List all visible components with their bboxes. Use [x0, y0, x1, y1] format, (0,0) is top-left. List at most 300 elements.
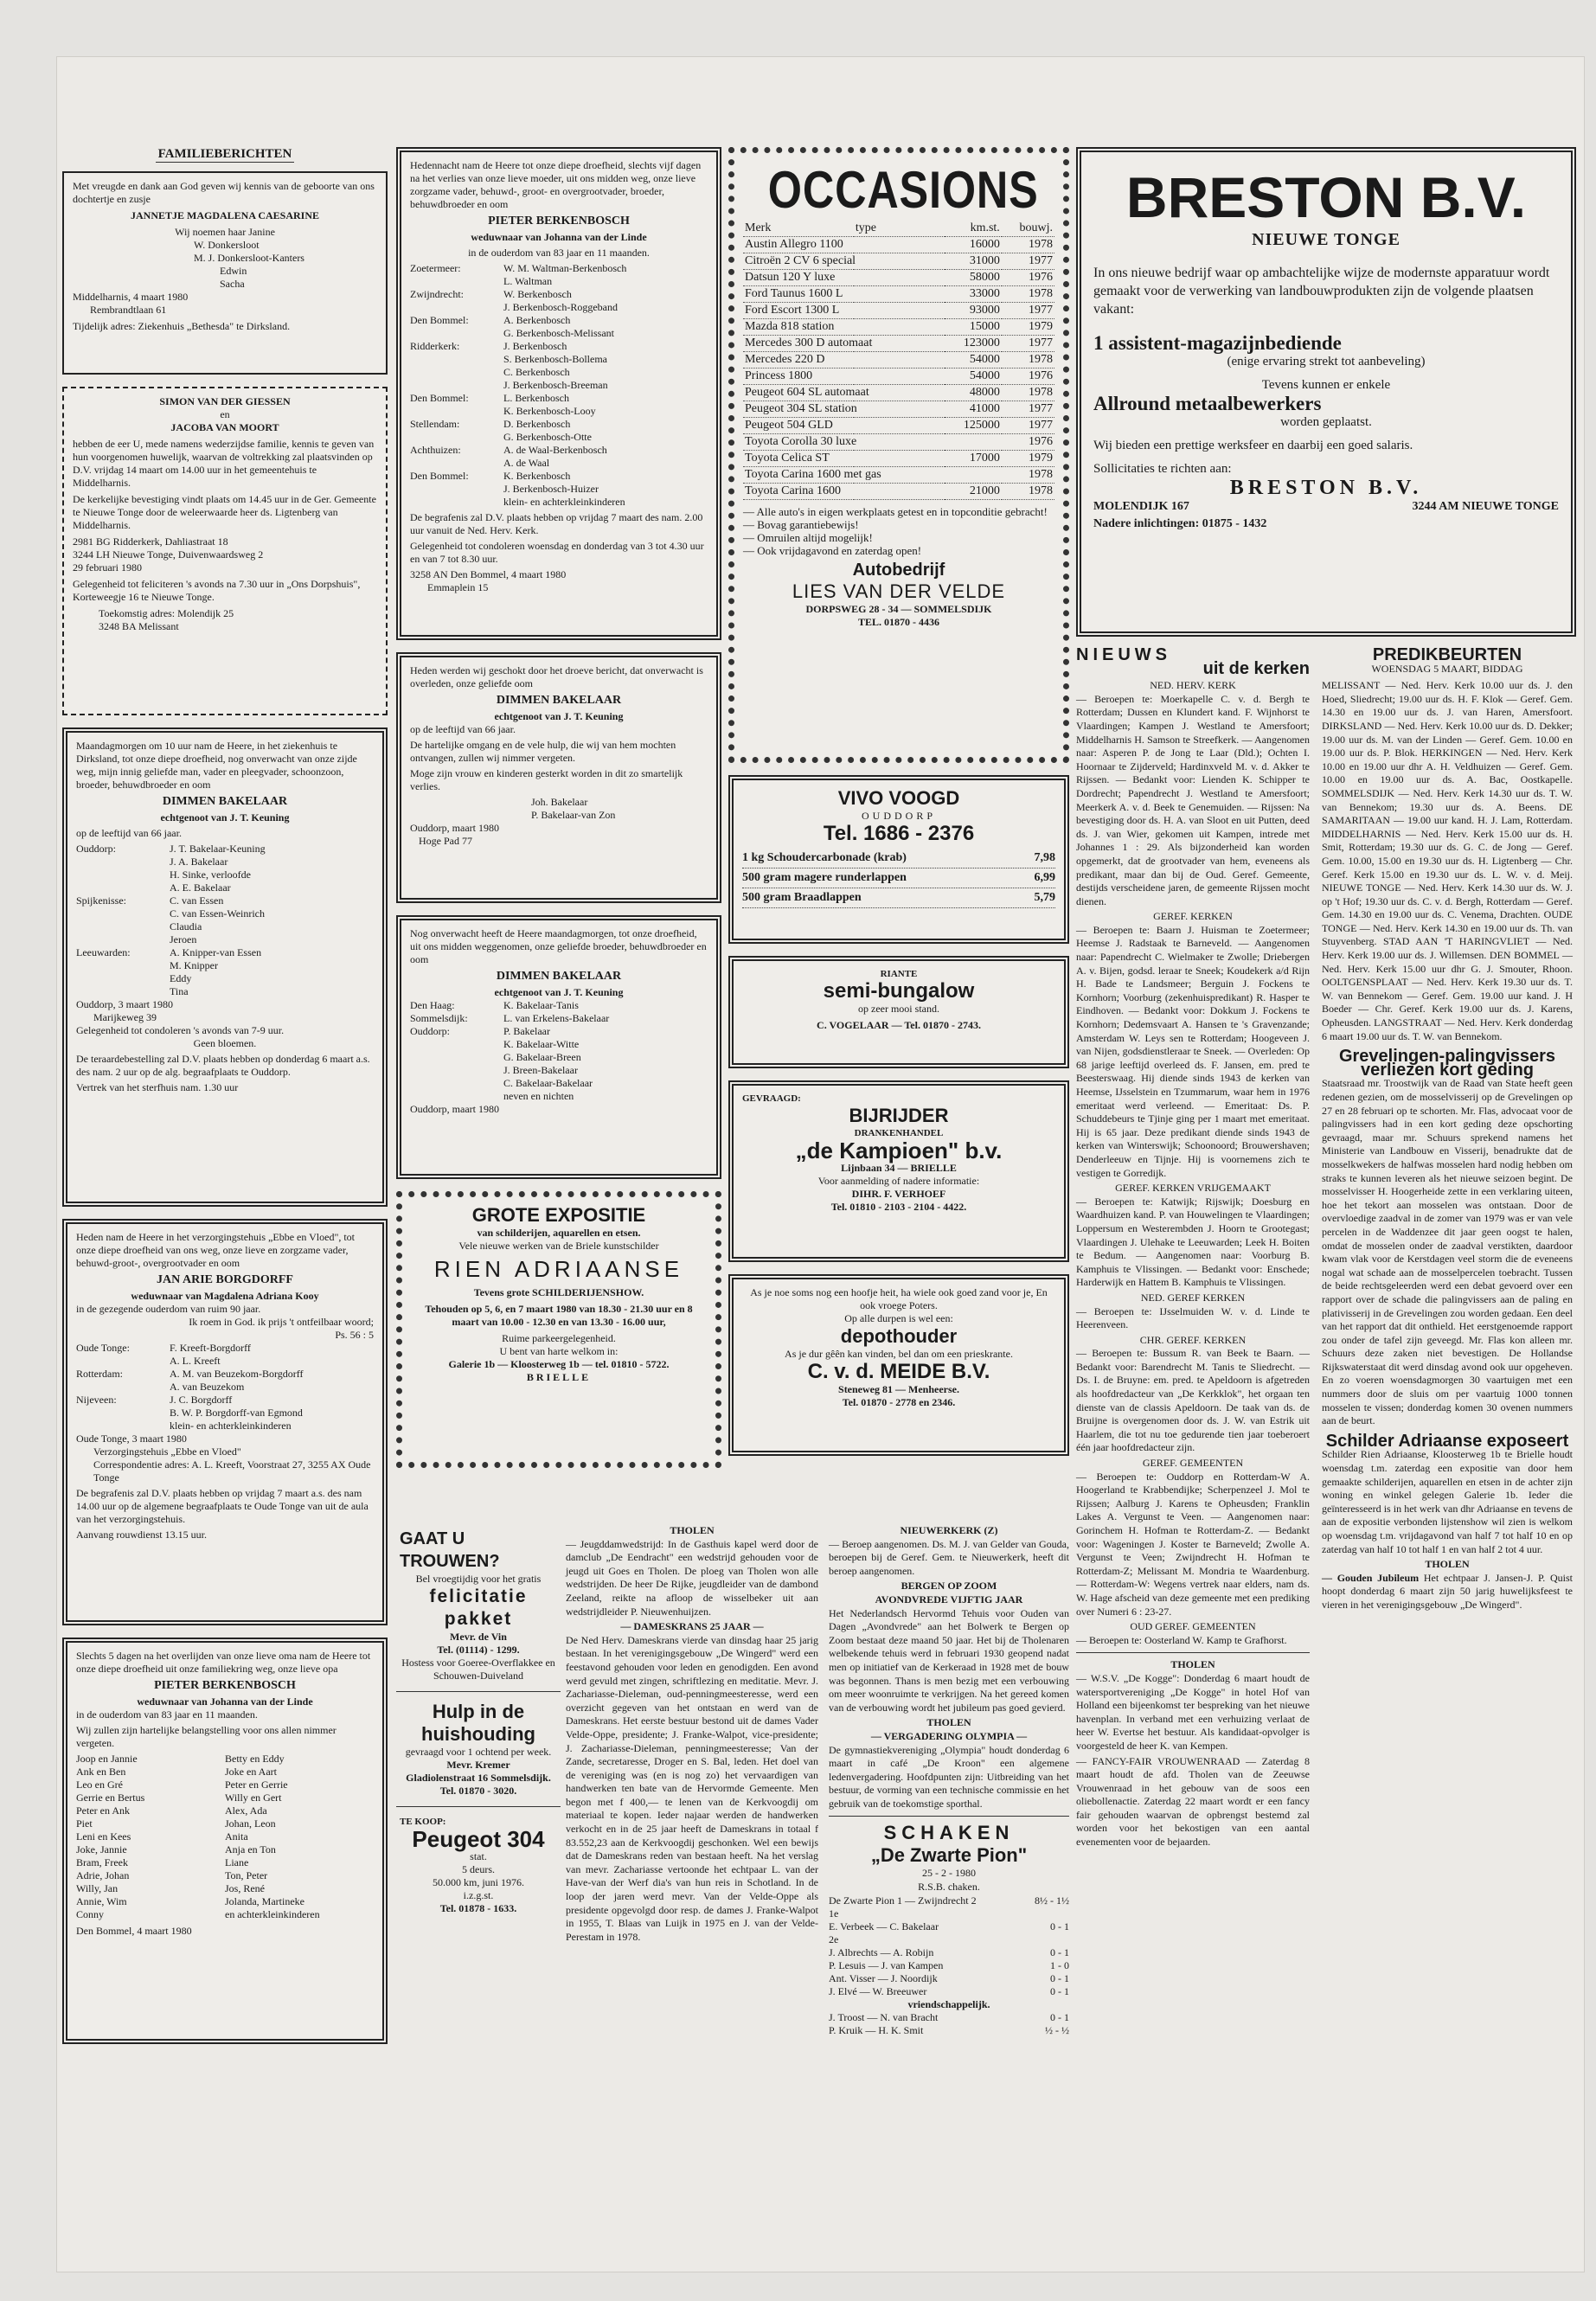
- game-row: [829, 1920, 1069, 1933]
- car-year: 1978: [1002, 467, 1054, 484]
- occasion-note: — Omruilen altijd mogelijk!: [743, 531, 873, 544]
- relative-place: [410, 483, 503, 496]
- game-result: 0 - 1: [1050, 2011, 1069, 2024]
- church-section: OUD GEREF. GEMEENTEN: [1130, 1620, 1256, 1633]
- schaken-date: 25 - 2 - 1980: [922, 1867, 976, 1880]
- relative-row: [410, 275, 708, 288]
- article-heading: THOLEN: [926, 1716, 971, 1729]
- deceased-spouse: weduwnaar van Johanna van der Linde: [137, 1695, 313, 1708]
- relative-row: [410, 418, 708, 431]
- church-section: GEREF. KERKEN: [1153, 910, 1233, 923]
- obituary-bakelaar-nephew: [396, 652, 721, 903]
- article-text: De gymnastiekvereniging „Olympia" houdt donderdag 6 maart in café „De Kroon" een algemene ledenvergadering. Hoofdpunten zijn: Uitbreiding van het bestuur, de vorming van een technische commissie en het gebruik van de toekomstige sporthal.: [829, 1743, 1069, 1810]
- occasions-ad: [728, 147, 1069, 763]
- wedding-en: en: [220, 408, 230, 420]
- deceased-age: in de ouderdom van 83 jaar en 11 maanden.: [76, 1708, 258, 1721]
- vivo-voogd-ad: [728, 775, 1069, 944]
- kampioen-address: Lijnbaan 34 — BRIELLE: [841, 1162, 957, 1174]
- expositie-tevens: Tevens grote SCHILDERIJENSHOW.: [473, 1286, 644, 1298]
- kampioen-sub: DRANKENHANDEL: [854, 1128, 944, 1138]
- predikbeurten-date: WOENSDAG 5 MAART, BIDDAG: [1371, 662, 1523, 675]
- price-value: 6,99: [1034, 871, 1055, 884]
- relative-row: [76, 894, 374, 907]
- match-title-2: vriendschappelijk.: [907, 1997, 990, 2010]
- col-header: Merk: [743, 221, 854, 237]
- occasion-row: [743, 352, 1054, 369]
- obituary-intro: Hedennacht nam de Heere tot onze diepe droefheid, slechts vijf dagen na het verlies van onze lieve moeder, uit ons midden weg, onze lieve zorgzame vader, behuwd-, groot- en overgrootvader, broeder, behuwdbroeder en oom: [410, 159, 702, 210]
- church-section: GEREF. KERKEN VRIJGEMAAKT: [1115, 1182, 1271, 1195]
- occasions-title: OCCASIONS: [767, 161, 1039, 219]
- grote-expositie-ad: [396, 1191, 721, 1468]
- grandchild-row: [76, 1766, 374, 1779]
- car-km: [945, 434, 1002, 451]
- obituary-intro: Slechts 5 dagen na het overlijden van onze lieve oma nam de Heere tot onze diepe droefheid uit onze familiekring weg, onze lieve opa: [76, 1650, 371, 1675]
- grandchild-row: [76, 1869, 374, 1882]
- deceased-name: JAN ARIE BORGDORFF: [157, 1273, 293, 1286]
- article-subheading: AVONDVREDE VIJFTIG JAAR: [875, 1593, 1023, 1606]
- obituary-intro: Heden werden wij geschokt door het droeve bericht, dat onverwacht is overleden, onze geliefde oom: [410, 664, 703, 689]
- deceased-name: DIMMEN BAKELAAR: [496, 970, 622, 983]
- col-header: bouwj.: [1002, 221, 1054, 237]
- relative-row: [410, 1090, 708, 1103]
- home-name: Verzorgingstehuis „Ebbe en Vloed": [93, 1445, 241, 1458]
- relative-name: C. Berkenbosch: [503, 366, 570, 378]
- car-km: 16000: [945, 237, 1002, 253]
- peugeot-label: TE KOOP:: [400, 1817, 446, 1827]
- col-header: km.st.: [945, 221, 1002, 237]
- relative-place: Den Bommel:: [410, 470, 469, 482]
- relative-place: [76, 1420, 170, 1433]
- obituary-text: De hartelijke omgang en de vele hulp, die wij van hem mochten ontvangen, zullen wij nimmer vergeten.: [410, 739, 676, 764]
- car-model: Datsun 120 Y luxe: [743, 270, 945, 286]
- occasion-row: [743, 434, 1054, 451]
- grandchild-row: [76, 1753, 374, 1766]
- game-players: 1e: [829, 1907, 839, 1920]
- car-km: 125000: [945, 418, 1002, 434]
- grandchild-row: [76, 1817, 374, 1830]
- relative-place: [410, 431, 503, 444]
- peugeot-model: Peugeot 304: [412, 1826, 545, 1852]
- game-row: [829, 1907, 1069, 1920]
- deceased-age: in de gezegende ouderdom van ruim 90 jaar.: [76, 1303, 261, 1315]
- relative-row: [76, 1355, 374, 1368]
- relative-name: L. van Erkelens-Bakelaar: [503, 1012, 610, 1024]
- obituary-place: Ouddorp, maart 1980: [410, 1103, 499, 1115]
- occasion-row: [743, 451, 1054, 467]
- col-header: type: [854, 221, 945, 237]
- relative-name: F. Kreeft-Borgdorff: [170, 1342, 251, 1354]
- huishouding-ad: [396, 1697, 561, 1801]
- wedding-reception: Gelegenheid tot feliciteren 's avonds na 7.30 uur in „Ons Dorpshuis", Korteweegje 16 te Nieuwe Tonge.: [73, 578, 361, 603]
- relative-name: klein- en achterkleinkinderen: [170, 1420, 292, 1432]
- relative-row: [410, 392, 708, 405]
- relatives-list: [410, 999, 708, 1103]
- church-section: NED. GEREF KERKEN: [1140, 1291, 1246, 1304]
- relative-place: [76, 972, 170, 985]
- deceased-spouse: weduwnaar van Magdalena Adriana Kooy: [131, 1290, 319, 1302]
- article-text: — Beroep aangenomen. Ds. M. J. van Gelder van Gouda, beroepen bij de Geref. Gem. te Nieuwerkerk, heeft dit beroep aangenomen.: [829, 1537, 1069, 1577]
- price-row: [742, 849, 1055, 868]
- relative-name: A. Berkenbosch: [503, 314, 571, 326]
- deceased-age: op de leeftijd van 66 jaar.: [410, 723, 516, 735]
- trouwen-org: Hostess voor Goeree-Overflakkee en Schouwen-Duiveland: [401, 1657, 555, 1682]
- peugeot-ad: [396, 1812, 561, 1919]
- relative-row: [410, 353, 708, 366]
- relative-row: [410, 457, 708, 470]
- car-km: 41000: [945, 401, 1002, 418]
- car-km: 15000: [945, 319, 1002, 336]
- job-2-note: worden geplaatst.: [1280, 415, 1372, 429]
- grandchild-name: Willy en Gert: [225, 1791, 282, 1804]
- occasion-row: [743, 253, 1054, 270]
- relative-name: C. van Essen-Weinrich: [170, 907, 266, 920]
- car-km: 21000: [945, 484, 1002, 500]
- peugeot-detail: stat.: [470, 1850, 487, 1862]
- car-year: 1977: [1002, 303, 1054, 319]
- church-text: — Beroepen te: Ouddorp en Rotterdam-W A. Hoogerland te Krabbendijke; Scherpenzeel J. Mol te Rijssen; Aalburg J. Karens te Opheusden; Franklin Lakes A. Vergunst te Veen. — Aangenomen naar: Gorinchem H. Hofman te Rotterdam-Z. — Bedankt voor: Wageningen J. Koster te Barneveld; Zwolle A. Vergunst te Veen; Zwijndrecht H. Hofman te Rotterdam-Z; Melissant M. Mondria te Waardenburg. — Rotterdam-W: Wegens vertrek naar elders, nam ds. W. Hage afscheid van deze gemeente met een prediking over Numeri 6 : 23-27.: [1076, 1470, 1310, 1618]
- relative-place: [410, 353, 503, 366]
- schaken-sub: „De Zwarte Pion": [870, 1844, 1028, 1867]
- church-text: — Beroepen te: IJsselmuiden W. v. d. Linde te Heerenveen.: [1076, 1304, 1310, 1331]
- game-result: 0 - 1: [1050, 1945, 1069, 1958]
- car-year: 1977: [1002, 401, 1054, 418]
- relative-place: Rotterdam:: [76, 1368, 123, 1380]
- occasion-row: [743, 401, 1054, 418]
- obituary-funeral: De begrafenis zal D.V. plaats hebben op vrijdag 7 maart a.s. des nam 14.00 uur op de algemene begraafplaats te Oude Tonge van uit de aula van het verzorgingstehuis.: [76, 1487, 369, 1525]
- huishouding-address: Gladiolenstraat 16 Sommelsdijk.: [406, 1772, 551, 1784]
- bungalow-ad: [728, 956, 1069, 1068]
- obituary-place: Ouddorp, maart 1980: [410, 822, 499, 834]
- obituary-place: Oude Tonge, 3 maart 1980: [76, 1433, 187, 1445]
- relative-place: [410, 366, 503, 379]
- car-year: 1977: [1002, 336, 1054, 352]
- bungalow-text: op zeer mooi stand.: [858, 1003, 939, 1015]
- game-row: [829, 1946, 1069, 1959]
- game-result: 0 - 1: [1050, 1984, 1069, 1997]
- news-row: [1076, 645, 1576, 1851]
- no-flowers: Geen bloemen.: [193, 1037, 257, 1049]
- relative-place: Ridderkerk:: [410, 340, 460, 352]
- birth-intro: Met vreugde en dank aan God geven wij kennis van de geboorte van ons dochtertje en zusje: [73, 180, 375, 205]
- car-year: 1978: [1002, 237, 1054, 253]
- relative-name: klein- en achterkleinkinderen: [503, 496, 625, 508]
- relative-place: Den Haag:: [410, 999, 455, 1011]
- relative-row: [76, 907, 374, 920]
- deceased-spouse: echtgenoot van J. T. Keuning: [494, 986, 624, 998]
- meide-address: Steneweg 81 — Menheerse.: [838, 1383, 959, 1395]
- relative-place: [410, 496, 503, 509]
- meide-ad: [728, 1274, 1069, 1456]
- relative-name: G. Bakelaar-Breen: [503, 1051, 581, 1063]
- relative-row: [410, 483, 708, 496]
- car-model: Peugeot 504 GLD: [743, 418, 945, 434]
- car-year: 1977: [1002, 253, 1054, 270]
- grandchild-name: Liane: [225, 1856, 249, 1868]
- article-nieuwerkerk: [829, 1524, 1069, 2037]
- occasion-row: [743, 467, 1054, 484]
- match-score: 8½ - 1½: [1035, 1894, 1069, 1907]
- game-row: [829, 1985, 1069, 1998]
- article-text: Het Nederlandsch Hervormd Tehuis voor Ouden van Dagen „Avondvrede" aan het Bolwerk te Bergen op Zoom bestaat deze maand 50 jaar. Het bij de Tholenaren welbekende tehuis werd in februari 1930 geopend nadat men op initiatief van de Kerkeraad in 1928 met de bouw was begonnen. Thans is men bezig met een verbouwing om meer woonruimte te verkrijgen. Na het gereed komen van de verbouwing wordt het jubileum pas goed gevierd.: [829, 1606, 1069, 1714]
- grandchild-name: Joke, Jannie: [76, 1843, 127, 1856]
- kerken-subtitle: uit de kerken: [1202, 658, 1310, 678]
- relative-place: Oude Tonge:: [76, 1342, 130, 1354]
- family-column-right: [396, 147, 721, 1480]
- price-item: 500 gram Braadlappen: [742, 891, 862, 904]
- games-list: [829, 1907, 1069, 1998]
- verse-ref: Ps. 56 : 5: [335, 1329, 374, 1341]
- church-section: GEREF. GEMEENTEN: [1142, 1457, 1244, 1470]
- relative-place: [410, 1051, 503, 1064]
- gallery-address: Galerie 1b — Kloosterweg 1b — tel. 01810 - 5722.: [448, 1358, 670, 1370]
- relative-place: [76, 933, 170, 946]
- small-ads-column: [396, 1524, 561, 1919]
- bungalow-label: RIANTE: [880, 969, 918, 979]
- gallery-town: BRIELLE: [526, 1371, 592, 1383]
- obituary-place: Ouddorp, 3 maart 1980: [76, 998, 173, 1010]
- article-heading: THOLEN: [670, 1524, 715, 1536]
- wedding-announcement: [62, 387, 388, 715]
- relative-name: W. M. Waltman-Berkenbosch: [503, 262, 627, 274]
- relative-row: [76, 946, 374, 959]
- grandchild-name: Piet: [76, 1817, 93, 1830]
- wedding-text: hebben de eer U, mede namens wederzijdse familie, kennis te geven van hun voorgenomen huwelijk, waarvan de voltrekking zal plaatsvinden op D.V. vrijdag 14 maart om 14.00 uur in het gemeentehuis te Middelharnis.: [73, 438, 375, 489]
- deceased-name: DIMMEN BAKELAAR: [162, 795, 288, 808]
- future-address: Toekomstig adres: Molendijk 25: [99, 607, 234, 619]
- relative-row: [76, 1420, 374, 1433]
- relative-place: Stellendam:: [410, 418, 460, 430]
- deceased-name: PIETER BERKENBOSCH: [488, 215, 630, 228]
- relatives-list: [410, 262, 708, 509]
- occasion-row: [743, 303, 1054, 319]
- car-model: Citroën 2 CV 6 special: [743, 253, 945, 270]
- relative-place: Den Bommel:: [410, 392, 469, 404]
- vivo-tel: Tel. 1686 - 2376: [823, 822, 975, 845]
- game-result: 1 - 0: [1050, 1958, 1069, 1971]
- car-year: 1978: [1002, 385, 1054, 401]
- relative-name: P. Bakelaar: [503, 1025, 550, 1037]
- car-model: Mercedes 220 D: [743, 352, 945, 369]
- occasion-row: [743, 418, 1054, 434]
- relative-row: [76, 933, 374, 946]
- relative-place: [76, 881, 170, 894]
- parent-name: M. J. Donkersloot-Kanters: [194, 252, 304, 264]
- obituary-bakelaar-family: [62, 727, 388, 1207]
- article-text: Het echtpaar J. Jansen-J. P. Quist hoopt donderdag 6 maart zijn 50 jarig huwelijksfeest te vieren in het verenigingsgebouw „De Wingerd".: [1322, 1571, 1573, 1611]
- breston-intro: In ons nieuwe bedrijf waar op ambachtelijke wijze de modernste apparatuur wordt gemaakt voor de verwerking van landbouwprodukten zijn de volgende plaatsen vakant:: [1093, 266, 1550, 317]
- grandchild-name: Leo en Gré: [76, 1779, 123, 1791]
- occasions-notes: [743, 505, 1054, 557]
- relative-name: S. Berkenbosch-Bollema: [503, 353, 607, 365]
- schaken-title: SCHAKEN: [883, 1822, 1015, 1844]
- relative-place: [410, 301, 503, 314]
- breston-info: Nadere inlichtingen: 01875 - 1432: [1093, 517, 1267, 530]
- relative-name: K. Bakelaar-Witte: [503, 1038, 580, 1050]
- wedding-address-2: 3244 LH Nieuwe Tonge, Duivenwaardsweg 2: [73, 548, 264, 561]
- future-address-2: 3248 BA Melissant: [99, 620, 179, 632]
- thanks-text: Wij zullen zijn hartelijke belangstelling voor ons allen nimmer vergeten.: [76, 1724, 337, 1749]
- relatives-list: [76, 1342, 374, 1433]
- relative-place: [410, 275, 503, 288]
- relative-name: J. A. Bakelaar: [170, 856, 228, 868]
- relative-row: [410, 340, 708, 353]
- relative-row: [76, 843, 374, 856]
- peugeot-detail: i.z.g.st.: [463, 1889, 494, 1901]
- article-subheading: — DAMESKRANS 25 JAAR —: [620, 1620, 764, 1633]
- car-year: 1978: [1002, 484, 1054, 500]
- relative-row: [76, 1342, 374, 1355]
- relative-name: J. Berkenbosch-Roggeband: [503, 301, 618, 313]
- relative-name: L. Waltman: [503, 275, 553, 287]
- car-year: 1978: [1002, 352, 1054, 369]
- schilder-title: Schilder Adriaanse exposeert: [1325, 1431, 1569, 1451]
- grandchild-name: Annie, Wim: [76, 1895, 127, 1907]
- grandchild-name: Peter en Gerrie: [225, 1779, 288, 1791]
- grandchild-name: Johan, Leon: [225, 1817, 276, 1830]
- expositie-welcome: U bent van harte welkom in:: [499, 1345, 619, 1357]
- schaken-club: R.S.B. chaken.: [918, 1881, 980, 1894]
- article-text: De Ned Herv. Dameskrans vierde van dinsdag haar 25 jarig bestaan. In het verenigingsgebouw „De Wingerd" werd een feestavond gehouden voor leden en genodigden. Een avond werd gevuld met zingen, schriftlezing en meditatie. Mevr. J. Zachariasse-Dieleman, oud-penningmeesteresse, werd een overzicht gegeven van het ontstaan en werd van de Dameskrans. Het eerste bestuur bestond uit de dames Vader Velde-Oppe, presidente; J. Franke-Walpot, vice-presidente; J. Zachariasse-Dieleman, penningmeesteresse; Van der Zande, secretaresse, Droger en S. Bal, leden. Het doel van de vereniging was (en is nog zo) het vervaardigen van handwerken ten bate van de Hervormde Gemeente. Men begon met f 400,— te lenen van de Kerkvoogdij om materiaal te kopen. Ieder najaar werden de handwerken verkocht en in de 25 jaar heeft de Dameskrans in totaal f 83.552,23 aan de Kerkvoogdij geschonken. Wel een bewijs dat de Dameskrans reden van bestaan heeft. Na het verslag van mevr. Zachariasse vertoonde het echtpaar L. van der Have-van der Werf dia's van hun reis in Schotland. In de loop der jaren werd mevr. Van der Velde-Oppe als presidente opgevolgd door resp. de dames J. Franke-Walpot in 1955, T. Blaas van Luijk in 1975 en J. van der Velde-Perestam in 1978.: [566, 1633, 818, 1943]
- relative-place: [76, 985, 170, 998]
- grandchild-name: Anita: [225, 1830, 248, 1843]
- game-players: P. Kruik — H. K. Smit: [829, 2024, 924, 2037]
- article-text: — W.S.V. „De Kogge": Donderdag 6 maart houdt de watersportvereniging „De Kogge" in hotel Hof van Holland een bijeenkomst ter bespreking van het nieuwe havenplan. In verband met een verhuizing verlaat de heer W. Evertse het bestuur. Als kandidaat-opvolger is voorgesteld de heer K. van Kempen.: [1076, 1671, 1310, 1752]
- relative-row: [76, 868, 374, 881]
- trouwen-tel: Tel. (01114) - 1299.: [437, 1644, 520, 1656]
- relative-place: [410, 1038, 503, 1051]
- predikbeurten: [1322, 645, 1573, 1851]
- relative-name: A. van Beuzekom: [170, 1381, 245, 1393]
- grandchild-row: [76, 1791, 374, 1804]
- article-tholen: [566, 1524, 818, 1945]
- deceased-name: PIETER BERKENBOSCH: [154, 1679, 296, 1692]
- relative-row: [410, 301, 708, 314]
- grandchild-name: Ton, Peter: [225, 1869, 268, 1881]
- signer: Joh. Bakelaar: [531, 796, 588, 808]
- relative-place: [410, 379, 503, 392]
- relative-place: Spijkenisse:: [76, 894, 127, 907]
- relative-place: [410, 1077, 503, 1090]
- kampioen-text: Voor aanmelding of nadere informatie:: [817, 1175, 980, 1187]
- relative-name: J. C. Borgdorff: [170, 1394, 233, 1406]
- relative-place: [76, 959, 170, 972]
- relative-place: [76, 1381, 170, 1394]
- relative-name: J. Breen-Bakelaar: [503, 1064, 578, 1076]
- game-players: E. Verbeek — C. Bakelaar: [829, 1920, 939, 1932]
- relative-name: L. Berkenbosch: [503, 392, 569, 404]
- relative-row: [410, 1064, 708, 1077]
- relative-name: G. Berkenbosch-Otte: [503, 431, 592, 443]
- game-row: [829, 1959, 1069, 1972]
- deceased-spouse: echtgenoot van J. T. Keuning: [494, 710, 624, 722]
- relative-row: [410, 1051, 708, 1064]
- relative-row: [76, 985, 374, 998]
- obituary-address: Marijkeweg 39: [93, 1011, 157, 1023]
- relative-place: [410, 1064, 503, 1077]
- obituary-intro: Heden nam de Heere in het verzorgingstehuis „Ebbe en Vloed", tot onze diepe droefheid van ons weg, onze lieve en zorgzame vader, behuwd-groot-, overgrootvader en oom: [76, 1231, 356, 1269]
- newspaper-page: [57, 57, 1584, 2272]
- predikbeurten-title: PREDIKBEURTEN: [1372, 645, 1522, 664]
- peugeot-detail: 50.000 km, juni 1976.: [432, 1876, 524, 1888]
- car-km: 17000: [945, 451, 1002, 467]
- grandchild-row: [76, 1804, 374, 1817]
- occasion-row: [743, 237, 1054, 253]
- relative-name: B. W. P. Borgdorff-van Egmond: [170, 1407, 303, 1419]
- article-heading: THOLEN: [1170, 1658, 1215, 1671]
- trouwen-pakket: felicitatie pakket: [429, 1586, 528, 1629]
- car-model: Ford Taunus 1600 L: [743, 286, 945, 303]
- address-line: MOLENDIJK 167: [1093, 500, 1189, 513]
- expositie-title: GROTE EXPOSITIE: [471, 1204, 646, 1226]
- breston-offer: Wij bieden een prettige werksfeer en daarbij een goed salaris.: [1093, 439, 1413, 452]
- vivo-price-list: [742, 849, 1055, 908]
- birth-announcement: [62, 171, 388, 375]
- game-result: 0 - 1: [1050, 1971, 1069, 1984]
- article-heading: THOLEN: [1425, 1558, 1470, 1571]
- grandchild-row: [76, 1830, 374, 1843]
- relative-name: Tina: [170, 985, 189, 997]
- deceased-name: DIMMEN BAKELAAR: [496, 694, 622, 707]
- relative-row: [410, 288, 708, 301]
- relative-name: neven en nichten: [503, 1090, 574, 1102]
- birth-place-date: Middelharnis, 4 maart 1980: [73, 291, 189, 303]
- car-model: Princess 1800: [743, 369, 945, 385]
- relative-name: K. Berkenbosch-Looy: [503, 405, 596, 417]
- grandchild-name: Jos, René: [225, 1882, 265, 1894]
- grandchildren-list: [76, 1753, 374, 1921]
- relative-place: Ouddorp:: [76, 843, 116, 855]
- relative-place: [76, 907, 170, 920]
- obituary-funeral: De teraardebestelling zal D.V. plaats hebben op donderdag 6 maart a.s. des nam. 2 uur op de alg. begraafplaats te Ouddorp.: [76, 1053, 370, 1078]
- car-year: 1979: [1002, 451, 1054, 467]
- relative-place: [76, 920, 170, 933]
- church-section: CHR. GEREF. KERKEN: [1139, 1333, 1247, 1346]
- correspondence: Correspondentie adres: A. L. Kreeft, Voorstraat 27, 3255 AX Oude Tonge: [93, 1458, 371, 1484]
- price-item: 1 kg Schoudercarbonade (krab): [742, 851, 907, 864]
- relative-row: [76, 972, 374, 985]
- obituary-address: 3258 AN Den Bommel, 4 maart 1980: [410, 568, 567, 580]
- breston-place: NIEUWE TONGE: [1252, 230, 1401, 249]
- article-heading: BERGEN OP ZOOM: [901, 1580, 997, 1593]
- trouwen-name: Mevr. de Vin: [450, 1631, 507, 1643]
- obituary-address: Hoge Pad 77: [419, 835, 472, 847]
- price-row: [742, 888, 1055, 908]
- church-section: NED. HERV. KERK: [1150, 679, 1236, 692]
- relative-place: [76, 856, 170, 868]
- car-model: Toyota Corolla 30 luxe: [743, 434, 945, 451]
- grandchild-name: Bram, Freek: [76, 1856, 128, 1868]
- huishouding-tel: Tel. 01870 - 3020.: [439, 1785, 517, 1797]
- relative-name: C. van Essen: [170, 894, 224, 907]
- family-column-left: [62, 147, 388, 2056]
- car-km: 31000: [945, 253, 1002, 270]
- relative-row: [410, 1025, 708, 1038]
- relative-row: [410, 405, 708, 418]
- relative-name: Eddy: [170, 972, 192, 984]
- trouwen-ad: [396, 1524, 561, 1686]
- relative-name: D. Berkenbosch: [503, 418, 571, 430]
- relative-row: [410, 366, 708, 379]
- grandchild-name: Joop en Jannie: [76, 1753, 138, 1765]
- article-subheading: — Gouden Jubileum: [1322, 1571, 1420, 1584]
- occasion-row: [743, 270, 1054, 286]
- service-start: Aanvang rouwdienst 13.15 uur.: [76, 1529, 207, 1541]
- grandchild-name: Ank en Ben: [76, 1766, 126, 1778]
- church-text: — Beroepen te: Bussum R. van Beek te Baarn. — Bedankt voor: Barendrecht M. Tanis te Sliedrecht. — Ds. I. de Bruyne: em. pred. te Apeldoorn is afgetreden als hoofdredacteur van „De Kerkklok", het orgaan ten dienste van de classis Apeldoorn. De taak van ds. de Bruijne is overgenomen door ds. J. W. van Estrik uit Haarlem, die tot nu toe gedurende tien jaar toeberoert één jaar hoofdredacteur zijn.: [1076, 1347, 1310, 1454]
- relative-place: [410, 327, 503, 340]
- relative-name: J. T. Bakelaar-Keuning: [170, 843, 266, 855]
- game-players: J. Troost — N. van Bracht: [829, 2011, 939, 2024]
